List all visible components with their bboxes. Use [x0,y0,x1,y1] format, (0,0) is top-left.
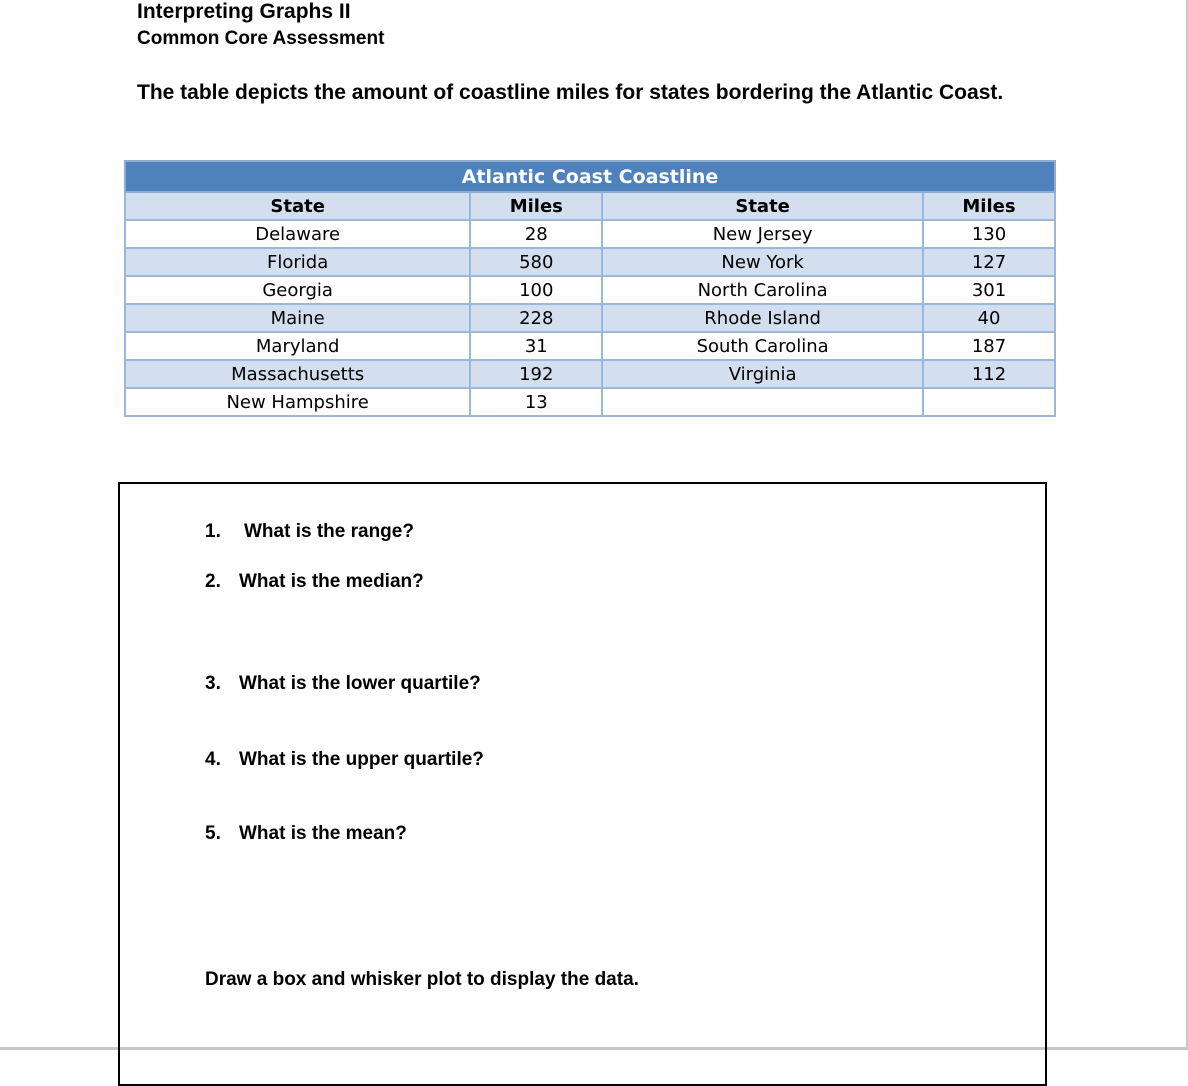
column-header: Miles [923,192,1055,220]
state-cell: Florida [125,248,470,276]
column-header: State [125,192,470,220]
miles-cell: 192 [470,360,602,388]
column-header: State [602,192,923,220]
box-plot-instruction: Draw a box and whisker plot to display the data. [205,969,639,990]
state-cell: New York [602,248,923,276]
intro-text: The table depicts the amount of coastline miles for states bordering the Atlantic Coast. [137,81,1004,104]
miles-cell: 301 [923,276,1055,304]
question-3: 3. What is the lower quartile? [205,673,481,694]
miles-cell: 13 [470,388,602,416]
page-subtitle: Common Core Assessment [137,28,385,49]
state-cell: Virginia [602,360,923,388]
coastline-table [124,160,1056,417]
question-1: 1. What is the range? [205,521,414,542]
miles-cell: 112 [923,360,1055,388]
state-cell: Georgia [125,276,470,304]
miles-cell: 127 [923,248,1055,276]
miles-cell [923,388,1055,416]
table-caption: Atlantic Coast Coastline [125,161,1055,192]
column-header: Miles [470,192,602,220]
state-cell: New Jersey [602,220,923,248]
state-cell: South Carolina [602,332,923,360]
miles-cell: 228 [470,304,602,332]
state-cell: New Hampshire [125,388,470,416]
question-5: 5. What is the mean? [205,823,407,844]
miles-cell: 187 [923,332,1055,360]
miles-cell: 31 [470,332,602,360]
state-cell: Massachusetts [125,360,470,388]
state-cell: Rhode Island [602,304,923,332]
miles-cell: 40 [923,304,1055,332]
question-4: 4. What is the upper quartile? [205,749,484,770]
miles-cell: 100 [470,276,602,304]
table-row [125,304,1055,332]
state-cell: Maryland [125,332,470,360]
state-cell: Delaware [125,220,470,248]
table-row [125,332,1055,360]
table-row [125,388,1055,416]
state-cell: North Carolina [602,276,923,304]
table-row [125,360,1055,388]
miles-cell: 580 [470,248,602,276]
question-2: 2. What is the median? [205,571,424,592]
page-title: Interpreting Graphs II [137,0,351,23]
state-cell [602,388,923,416]
table-row [125,276,1055,304]
miles-cell: 28 [470,220,602,248]
table-header-row [125,192,1055,220]
state-cell: Maine [125,304,470,332]
table-row [125,248,1055,276]
miles-cell: 130 [923,220,1055,248]
table-row [125,220,1055,248]
